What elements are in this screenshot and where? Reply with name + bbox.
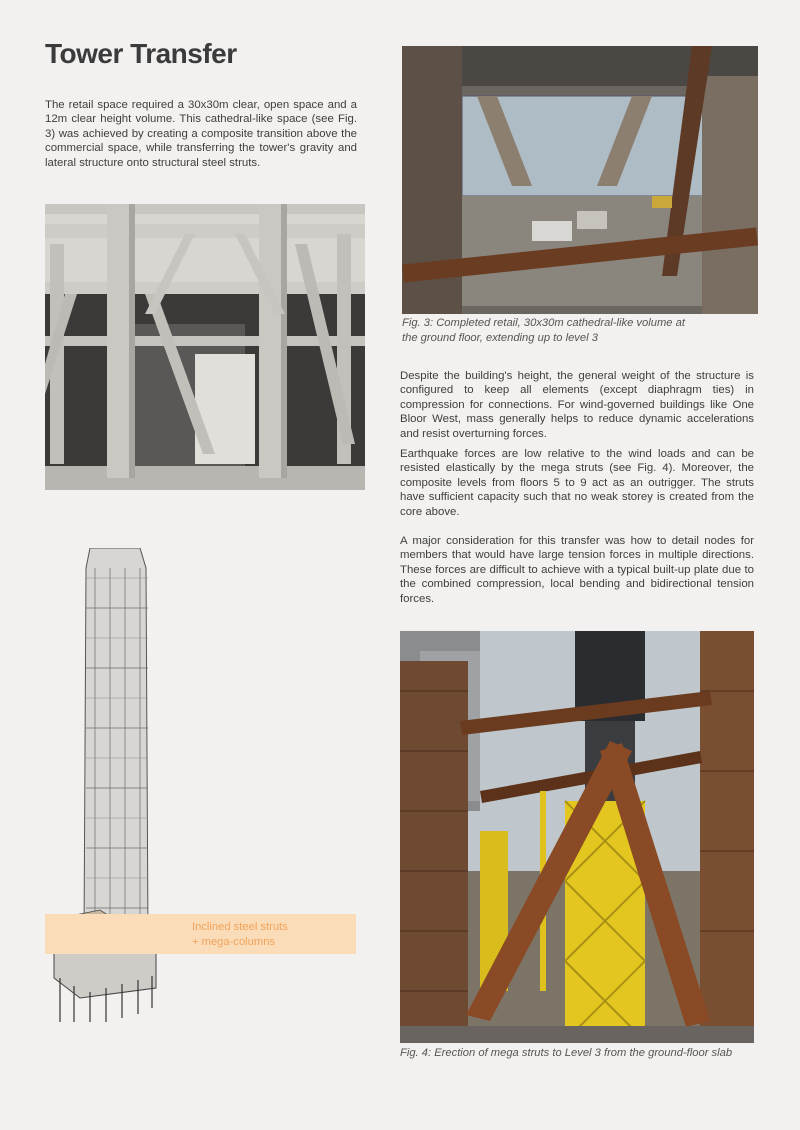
fig4-mega-struts-photo <box>400 631 754 1043</box>
transfer-structure-render <box>45 204 365 490</box>
body-paragraph-1: Despite the building's height, the general weight of the structure is configured to keep all elements (except diaphragm ties) in compression for connections. For wind-governed buildings like One Bloor West, mass generally helps to reduce dynamic accelerations and resist overturning forces. <box>400 370 754 440</box>
callout-line-2: + mega-columns <box>192 935 276 948</box>
intro-paragraph: The retail space required a 30x30m clear, open space and a 12m clear height volume. This cathedral-like space (see Fig. 3) was achieved by creating a composite transition above the commercial space, while transferring the tower's gravity and lateral structure onto structural steel struts. <box>45 99 357 169</box>
fig3-retail-photo <box>402 46 758 314</box>
fig4-caption: Fig. 4: Erection of mega struts to Level 3 from the ground-floor slab <box>400 1047 733 1059</box>
body-paragraph-2: Earthquake forces are low relative to the wind loads and can be resisted elastically by the mega struts (see Fig. 4). Moreover, the composite levels from floors 5 to 9 act as an outrigger. The struts have sufficient capacity such that no weak storey is created from the core above. <box>400 448 754 518</box>
fig3-caption-line2: the ground floor, extending up to level 3 <box>402 332 598 344</box>
callout-line-1: Inclined steel struts <box>192 921 288 933</box>
callout-label <box>192 920 288 949</box>
body-paragraph-3: A major consideration for this transfer was how to detail nodes for members that would have large tension forces in multiple directions. These forces are difficult to achieve with a typical built-up plate due to the combined compression, local bending and bidirectional tension forces. <box>400 535 754 605</box>
page-title: Tower Transfer <box>45 38 237 69</box>
fig3-caption-line1: Fig. 3: Completed retail, 30x30m cathedral-like volume at <box>402 317 685 329</box>
